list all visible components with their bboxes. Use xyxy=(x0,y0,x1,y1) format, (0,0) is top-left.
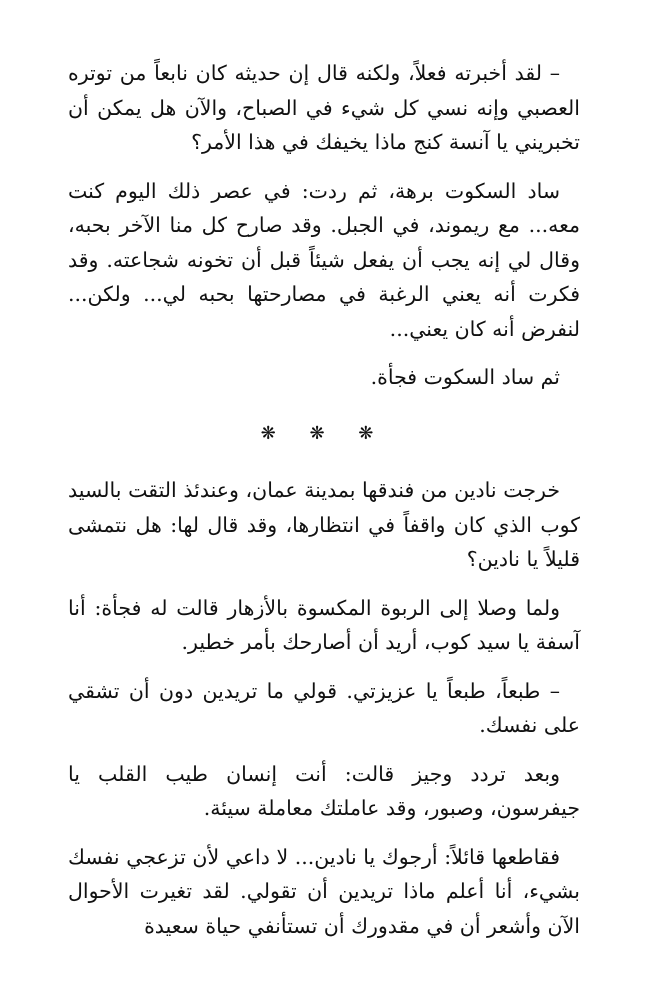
page-text xyxy=(68,56,580,957)
paragraph-narration-5: فقاطعها قائلاً: أرجوك يا نادين... لا داعي لأن تزعجي نفسك بشيء، أنا أعلم ماذا تريدين أن تقولي. لقد تغيرت الأحوال الآن وأشعر أن في مقدورك أن تستأنفي حياة سعيدة xyxy=(68,844,580,938)
paragraph-narration-2: خرجت نادين من فندقها بمدينة عمان، وعندئذ التقت بالسيد كوب الذي كان واقفاً في انتظارها، وقد قال لها: هل نتمشى قليلاً يا نادين؟ xyxy=(68,478,580,571)
paragraph-narration-1: ساد السكوت برهة، ثم ردت: في عصر ذلك اليوم كنت معه... مع ريموند، في الجبل. وقد صارح كل منا الآخر بحبه، وقال لي إنه يجب أن يفعل شيئاً قبل أن تخونه شجاعته. وقد فكرت أنه يعني الرغبة في مصارحتها بحبه لي... ولكن... لنفرض أنه كان يعني... xyxy=(68,178,580,341)
paragraph-narration-4: وبعد تردد وجيز قالت: أنت إنسان طيب القلب يا جيفرسون، وصبور، وقد عاملتك معاملة سيئة. xyxy=(68,761,580,820)
paragraph-dialogue-2: – طبعاً، طبعاً يا عزيزتي. قولي ما تريدين دون أن تشقي على نفسك. xyxy=(68,678,580,737)
paragraph-narration-3: ولما وصلا إلى الربوة المكسوة بالأزهار قالت له فجأة: أنا آسفة يا سيد كوب، أريد أن أصارحك بأمر خطير. xyxy=(68,595,580,654)
paragraph-silence: ثم ساد السكوت فجأة. xyxy=(370,365,560,389)
paragraph-dialogue-1: – لقد أخبرته فعلاً، ولكنه قال إن حديثه كان نابعاً من توتره العصبي وإنه نسي كل شيء في الصباح، والآن هل يمكن أن تخبريني يا آنسة كنج ماذا يخيفك في هذا الأمر؟ xyxy=(68,61,580,154)
section-separator: ❋ ❋ ❋ xyxy=(260,422,388,444)
